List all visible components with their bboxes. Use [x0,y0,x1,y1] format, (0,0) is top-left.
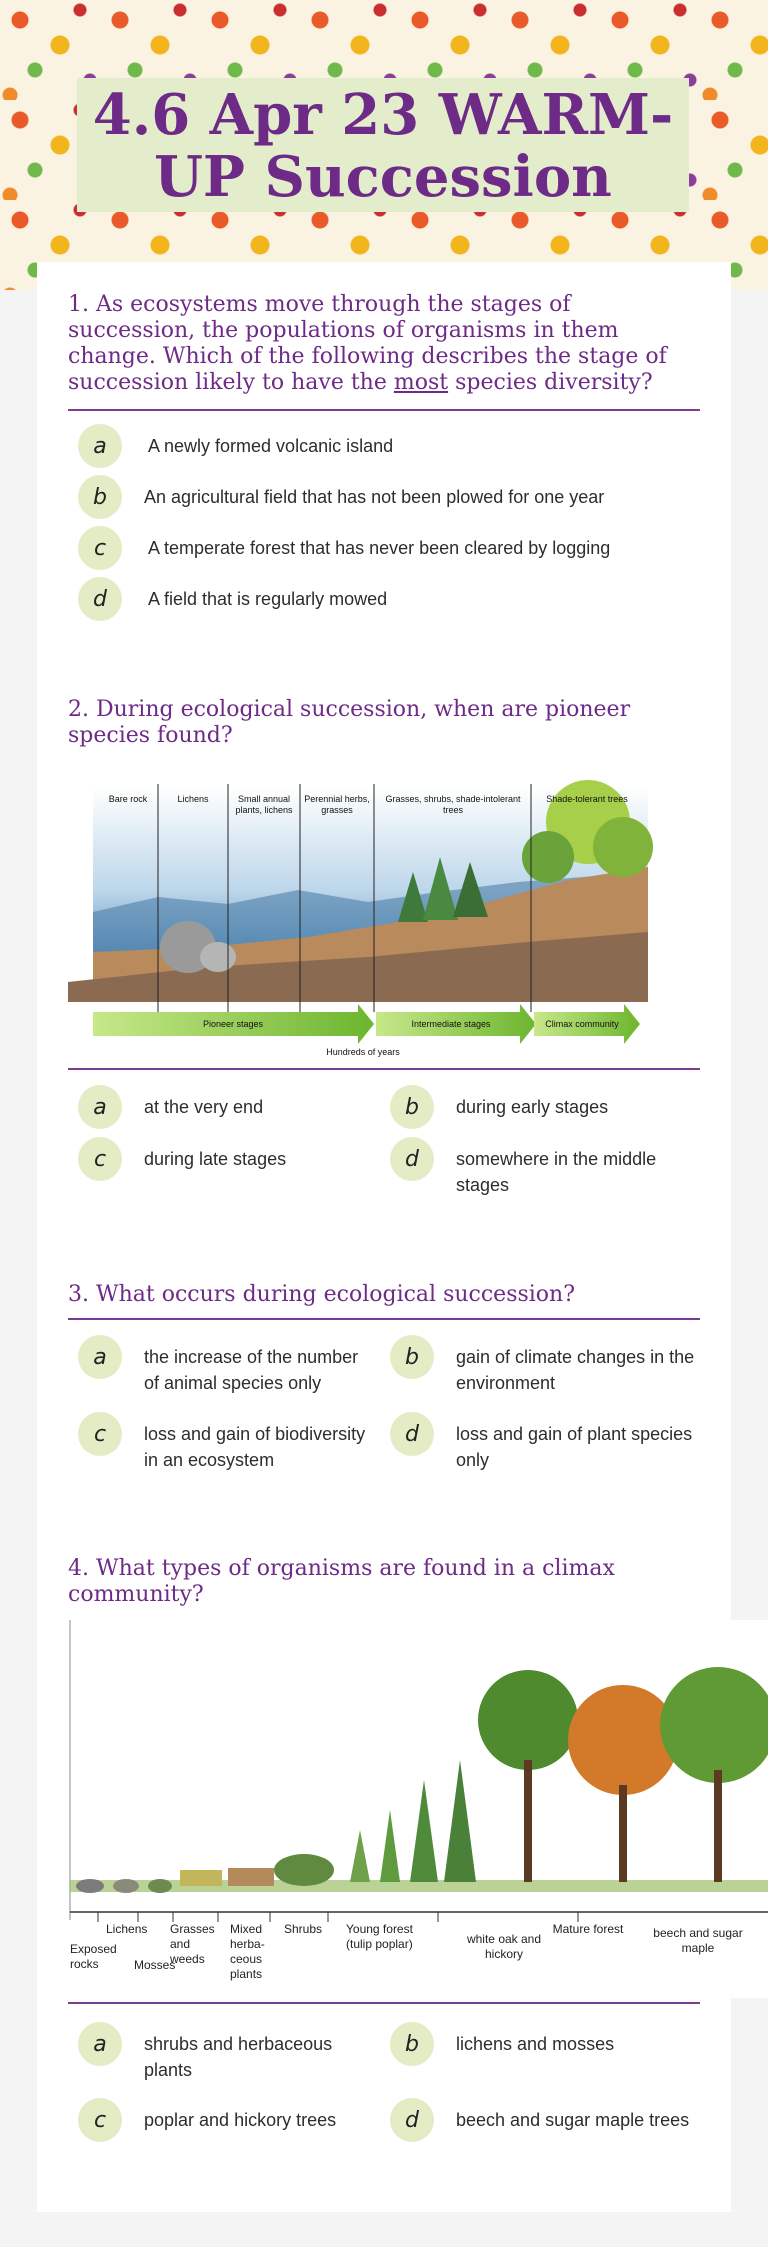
q1-option-d[interactable]: A field that is regularly mowed [148,589,388,609]
option-a-badge[interactable]: a [78,1085,122,1129]
arrow-label: Intermediate stages [411,1019,491,1029]
option-d-badge[interactable]: d [78,577,122,621]
divider [68,1318,700,1320]
q4-option-d[interactable]: beech and sugar maple trees [456,2110,690,2130]
option-b-badge[interactable]: b [78,475,122,519]
option-c-badge[interactable]: c [78,1412,122,1456]
stage-label: Lichens [177,794,209,804]
q2-option-c[interactable]: during late stages [144,1149,287,1169]
q3-option-c[interactable]: loss and gain of biodiversity in an ecosystem [144,1424,366,1470]
option-d-badge[interactable]: d [390,1137,434,1181]
page-title: 4.6 Apr 23 WARM-UP Succession [92,82,674,210]
question-1: 1. As ecosystems move through the stages of succession, the populations of organisms in them change. Which of the following describes the stage of succession likely to have the most species diversity? [68,292,667,395]
succession-label: Mixed herba-ceous plants [230,1922,265,1981]
question-3: 3. What occurs during ecological succession? [68,1282,576,1307]
succession-label: Mosses [134,1958,176,1972]
divider [68,409,700,411]
succession-label: Mature forest [552,1922,624,1936]
q4-option-a[interactable]: shrubs and herbaceous plants [144,2034,333,2080]
option-a-badge[interactable]: a [78,1335,122,1379]
forest-succession-diagram [68,1620,768,1998]
q3-option-b[interactable]: gain of climate changes in the environment [456,1347,695,1393]
succession-stages-diagram [68,762,662,1062]
emphasis-most: most [393,370,449,395]
q2-option-a[interactable]: at the very end [144,1097,264,1117]
question-2: 2. During ecological succession, when are pioneer species found? [68,697,631,748]
axis-label: Hundreds of years [326,1047,400,1057]
stage-label: Small annual plants, lichens [235,794,293,815]
question-4: 4. What types of organisms are found in a climax community? [68,1556,615,1607]
q3-option-a[interactable]: the increase of the number of animal species only [144,1347,359,1393]
q4-option-c[interactable]: poplar and hickory trees [144,2110,337,2130]
option-b-badge[interactable]: b [390,2022,434,2066]
option-b-badge[interactable]: b [390,1085,434,1129]
option-a-badge[interactable]: a [78,2022,122,2066]
option-a-badge[interactable]: a [78,424,122,468]
succession-label: Exposed rocks [70,1942,117,1971]
divider [68,1068,700,1070]
q2-option-b[interactable]: during early stages [456,1097,609,1117]
q1-option-b[interactable]: An agricultural field that has not been plowed for one year [144,487,605,507]
stage-label: Bare rock [108,794,148,804]
option-d-badge[interactable]: d [390,1412,434,1456]
q2-option-d[interactable]: somewhere in the middle stages [456,1149,657,1195]
succession-label: beech and sugar maple [653,1926,743,1955]
q1-option-c[interactable]: A temperate forest that has never been cleared by logging [148,538,611,558]
option-c-badge[interactable]: c [78,1137,122,1181]
succession-label: Lichens [106,1922,148,1936]
stage-label: Grasses, shrubs, shade-intolerant trees [385,794,521,815]
succession-label: white oak and hickory [466,1932,542,1961]
q3-option-d[interactable]: loss and gain of plant species only [456,1424,693,1470]
option-b-badge[interactable]: b [390,1335,434,1379]
q4-option-b[interactable]: lichens and mosses [456,2034,615,2054]
option-c-badge[interactable]: c [78,2098,122,2142]
q1-option-a[interactable]: A newly formed volcanic island [148,436,394,456]
arrow-label: Climax community [545,1019,619,1029]
stage-label: Shade-tolerant trees [546,794,628,804]
option-d-badge[interactable]: d [390,2098,434,2142]
option-c-badge[interactable]: c [78,526,122,570]
arrow-label: Pioneer stages [202,1019,264,1029]
succession-label: Grasses and weeds [170,1922,215,1966]
succession-label: Young forest (tulip poplar) [346,1922,413,1951]
stage-label: Perennial herbs, grasses [304,794,370,815]
succession-label: Shrubs [284,1922,323,1936]
divider [68,2002,700,2004]
